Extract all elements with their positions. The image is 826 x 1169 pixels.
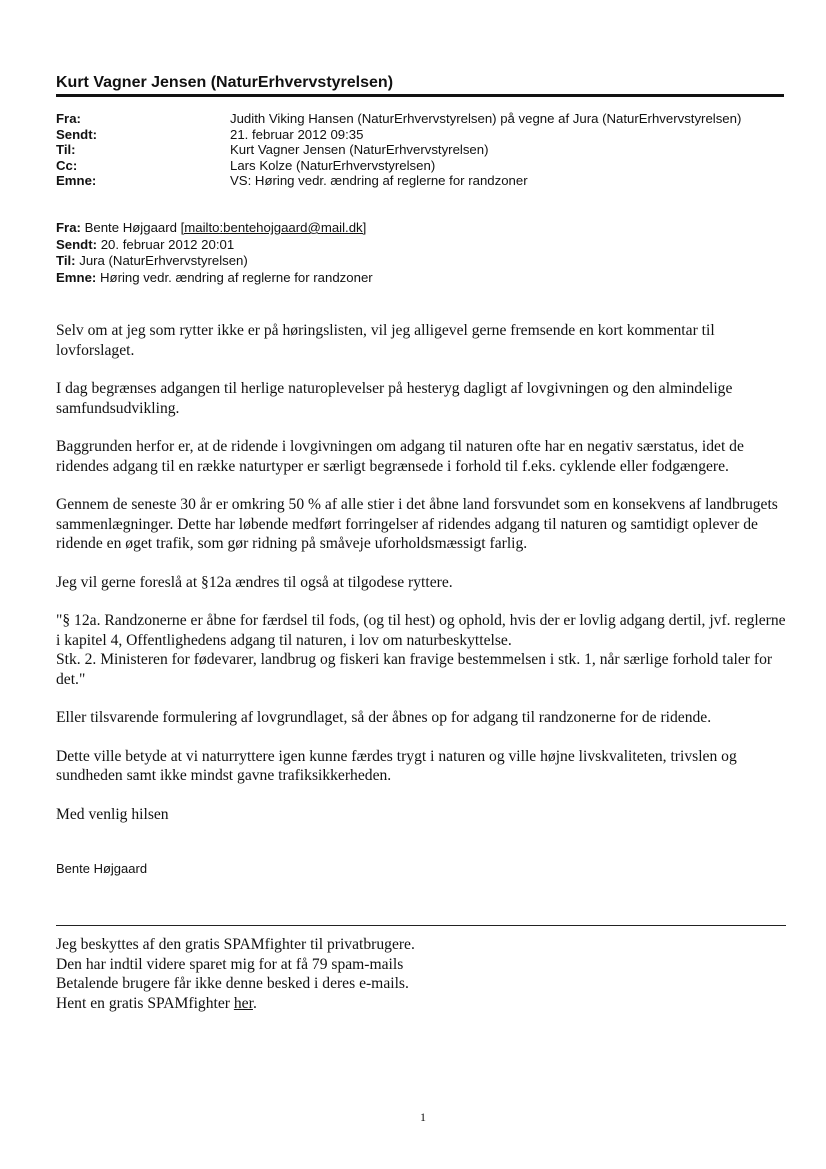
spam-footer bbox=[56, 935, 415, 1013]
fwd-to-value: Jura (NaturErhvervstyrelsen) bbox=[79, 253, 248, 268]
proposed-law-text bbox=[56, 611, 786, 689]
header-from-value: Judith Viking Hansen (NaturErhvervstyrelsen) på vegne af Jura (NaturErhvervstyrelsen) bbox=[230, 111, 742, 126]
page-number: 1 bbox=[420, 1110, 426, 1124]
email-header bbox=[56, 111, 741, 189]
header-subject-label: Emne: bbox=[56, 173, 97, 188]
fwd-from-row bbox=[56, 220, 373, 237]
footer-here-link[interactable]: her bbox=[233, 994, 253, 1012]
fwd-sent-row bbox=[56, 237, 373, 254]
footer-line-4 bbox=[56, 994, 415, 1014]
footer-divider bbox=[56, 925, 786, 926]
footer-line-4-suffix: . bbox=[252, 994, 257, 1012]
fwd-subject-label: Emne: bbox=[56, 269, 97, 285]
quote-line-2: Stk. 2. Ministeren for fødevarer, landbrug og fiskeri kan fravige bestemmelsen i stk. 1, når særlige forhold taler for det." bbox=[56, 651, 773, 688]
forwarded-header bbox=[56, 220, 373, 286]
body-paragraph-3: Baggrunden herfor er, at de ridende i lovgivningen om adgang til naturen ofte har en negativ særstatus, idet de ridendes adgang til en række naturtyper er særligt begrænsede i forhold til f.eks. cyklende eller fodgængere. bbox=[56, 438, 744, 475]
body-paragraph-7: Dette ville betyde at vi naturryttere igen kunne færdes trygt i naturen og ville højne livskvaliteten, trivslen og sundheden samt ikke mindst gavne trafiksikkerheden. bbox=[56, 747, 737, 784]
header-sent-label: Sendt: bbox=[56, 126, 98, 142]
footer-line-4-prefix: Hent en gratis SPAMfighter bbox=[56, 994, 234, 1012]
email-owner-title: Kurt Vagner Jensen (NaturErhvervstyrelsen) bbox=[56, 74, 394, 91]
header-sent-row bbox=[56, 127, 741, 143]
body-paragraph-6: Eller tilsvarende formulering af lovgrundlaget, så der åbnes op for adgang til randzonerne for de ridende. bbox=[56, 709, 712, 726]
fwd-subject-value: Høring vedr. ændring af reglerne for randzoner bbox=[99, 269, 373, 285]
fwd-to-row bbox=[56, 253, 373, 270]
footer-line-1: Jeg beskyttes af den gratis SPAMfighter til privatbrugere. bbox=[56, 936, 415, 953]
header-subject-row bbox=[56, 173, 741, 189]
header-to-row bbox=[56, 142, 741, 158]
owner-divider bbox=[56, 94, 784, 97]
fwd-to-label: Til: bbox=[56, 253, 76, 268]
header-subject-value: VS: Høring vedr. ændring af reglerne for randzoner bbox=[230, 173, 528, 188]
signer-name: Bente Højgaard bbox=[56, 861, 148, 876]
header-from-row bbox=[56, 111, 741, 127]
body-paragraph-5: Jeg vil gerne foreslå at §12a ændres til også at tilgodese ryttere. bbox=[56, 573, 453, 591]
header-cc-value: Lars Kolze (NaturErhvervstyrelsen) bbox=[230, 157, 436, 173]
body-paragraph-4: Gennem de seneste 30 år er omkring 50 % af alle stier i det åbne land forsvundet som en konsekvens af landbrugets sammenlægninger. Dette har løbende medført forringelser af ridendes adgang til naturen og samtidigt oplever de ridende en øget trafik, som gør ridning på småveje uforholdsmæssigt farlig. bbox=[56, 496, 778, 552]
closing-greeting: Med venlig hilsen bbox=[56, 805, 169, 823]
email-body bbox=[56, 321, 786, 843]
header-cc-label: Cc: bbox=[56, 157, 78, 173]
header-sent-value: 21. februar 2012 09:35 bbox=[230, 126, 364, 142]
fwd-from-name: Bente Højgaard bbox=[84, 220, 177, 235]
header-from-label: Fra: bbox=[56, 111, 81, 126]
fwd-subject-row bbox=[56, 270, 373, 287]
header-cc-row bbox=[56, 158, 741, 174]
fwd-mailto-link[interactable]: [mailto:bentehojgaard@mail.dk] bbox=[180, 220, 367, 235]
header-to-value: Kurt Vagner Jensen (NaturErhvervstyrelsen) bbox=[230, 142, 489, 157]
footer-line-2: Den har indtil videre sparet mig for at få 79 spam-mails bbox=[56, 955, 404, 973]
body-paragraph-2: I dag begrænses adgangen til herlige naturoplevelser på hesteryg dagligt af lovgivningen og den almindelige samfundsudvikling. bbox=[56, 380, 733, 417]
body-paragraph-1: Selv om at jeg som rytter ikke er på høringslisten, vil jeg alligevel gerne fremsende en kort kommentar til lovforslaget. bbox=[56, 322, 715, 359]
footer-line-3: Betalende brugere får ikke denne besked i deres e-mails. bbox=[56, 975, 409, 992]
quote-line-1: "§ 12a. Randzonerne er åbne for færdsel til fods, (og til hest) og ophold, hvis der er lovlig adgang dertil, jvf. reglerne i kapitel 4, Offentlighedens adgang til naturen, i lov om naturbeskyttelse. bbox=[56, 612, 786, 649]
fwd-sent-value: 20. februar 2012 20:01 bbox=[100, 236, 235, 252]
fwd-sent-label: Sendt: bbox=[56, 236, 98, 252]
fwd-from-label: Fra: bbox=[56, 220, 81, 235]
header-to-label: Til: bbox=[56, 142, 76, 157]
